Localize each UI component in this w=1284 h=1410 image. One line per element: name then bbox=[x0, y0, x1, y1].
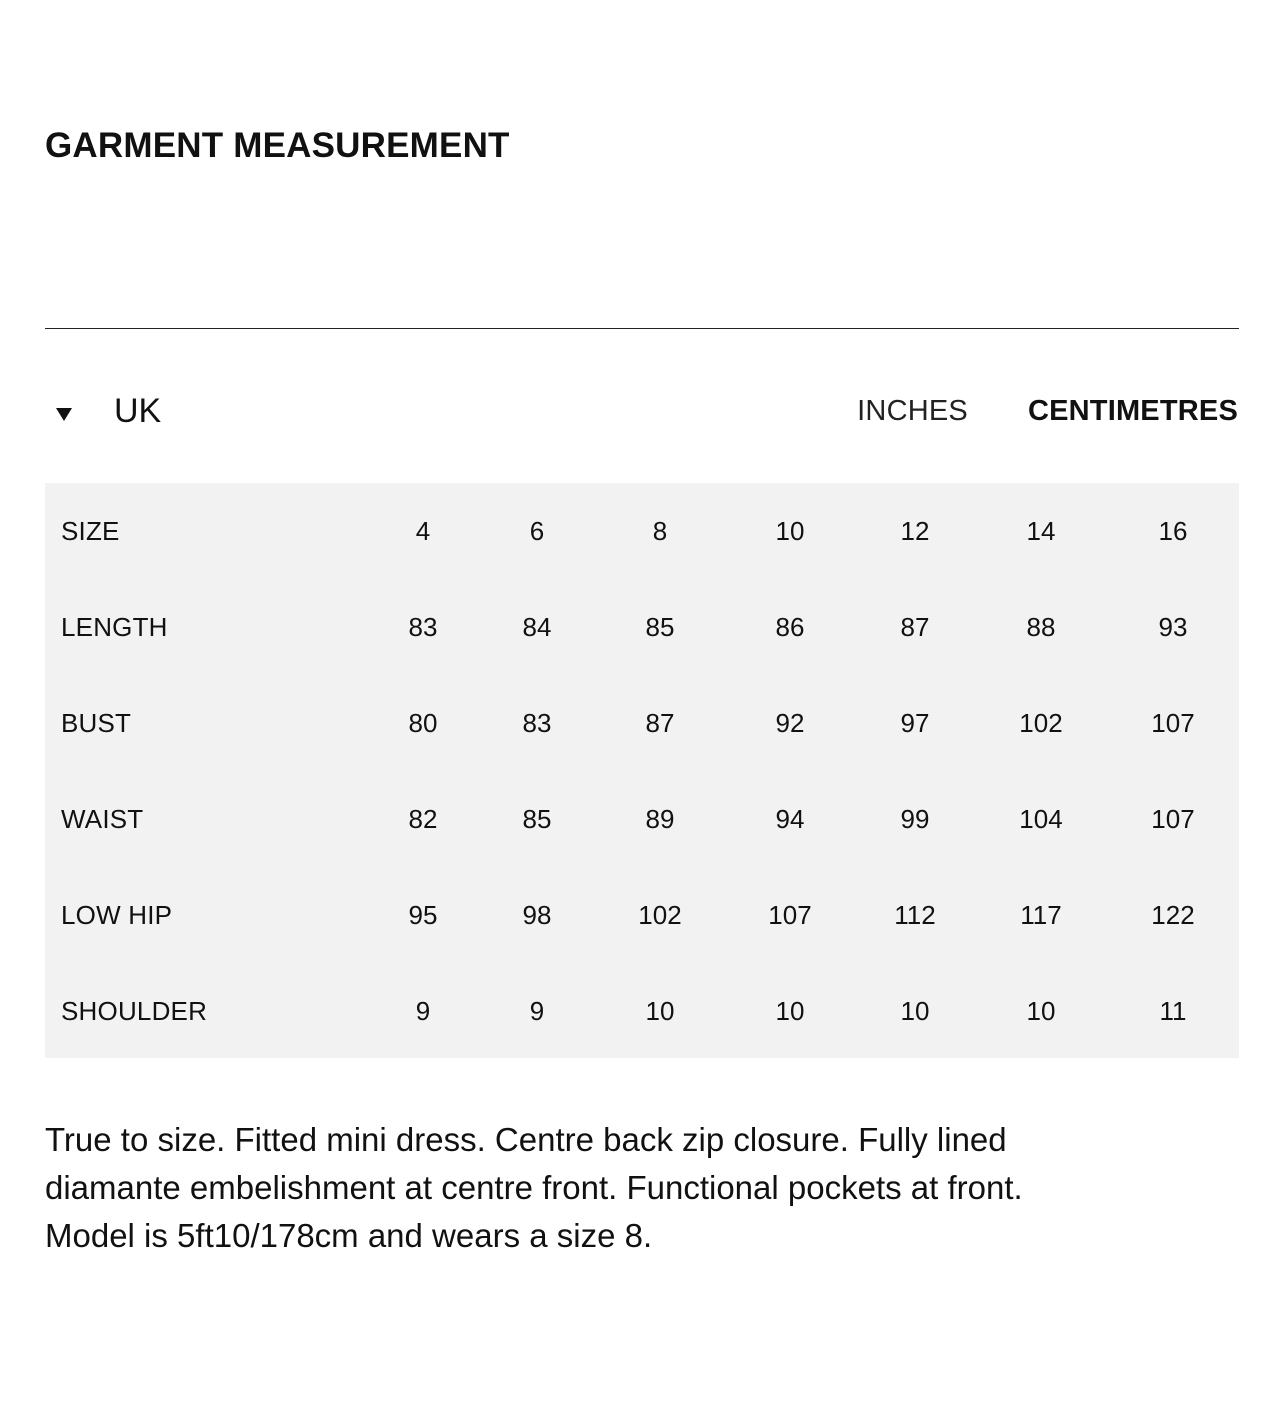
table-cell: 104 bbox=[1019, 803, 1063, 834]
table-cell: 11 bbox=[1159, 995, 1187, 1026]
table-cell: 107 bbox=[1151, 707, 1195, 738]
table-cell: 83 bbox=[522, 707, 552, 738]
caret-down-icon bbox=[56, 408, 72, 421]
table-cell: 98 bbox=[522, 899, 552, 930]
table-cell: 9 bbox=[415, 995, 431, 1026]
table-cell: 95 bbox=[408, 899, 438, 930]
table-cell: 16 bbox=[1158, 515, 1188, 546]
row-label: SIZE bbox=[61, 515, 120, 546]
row-label: BUST bbox=[61, 707, 132, 738]
table-cell: 107 bbox=[1151, 803, 1195, 834]
table-cell: 10 bbox=[645, 995, 675, 1026]
table-cell: 9 bbox=[529, 995, 545, 1026]
table-cell: 92 bbox=[775, 707, 805, 738]
unit-inches-button[interactable]: INCHES bbox=[857, 395, 968, 427]
unit-centimetres-button[interactable]: CENTIMETRES bbox=[1027, 395, 1238, 427]
table-row bbox=[45, 483, 1239, 579]
table-cell: 10 bbox=[775, 515, 805, 546]
table-cell: 97 bbox=[900, 707, 930, 738]
table-cell: 122 bbox=[1151, 899, 1195, 930]
table-cell: 88 bbox=[1026, 611, 1056, 642]
region-dropdown[interactable] bbox=[56, 388, 161, 434]
table-cell: 84 bbox=[522, 611, 552, 642]
table-cell: 87 bbox=[645, 707, 675, 738]
table-row bbox=[45, 579, 1239, 675]
unit-toggle bbox=[857, 388, 1238, 434]
row-label: LENGTH bbox=[61, 611, 168, 642]
table-cell: 85 bbox=[522, 803, 552, 834]
table-cell: 8 bbox=[652, 515, 668, 546]
row-label: LOW HIP bbox=[61, 899, 173, 930]
table-cell: 112 bbox=[894, 899, 936, 930]
table-cell: 10 bbox=[775, 995, 805, 1026]
table-cell: 117 bbox=[1020, 899, 1062, 930]
table-cell: 102 bbox=[1019, 707, 1063, 738]
region-label: UK bbox=[114, 392, 162, 430]
row-label: WAIST bbox=[61, 803, 144, 834]
section-divider bbox=[45, 328, 1239, 329]
table-cell: 107 bbox=[768, 899, 812, 930]
table-row bbox=[45, 867, 1239, 963]
table-cell: 89 bbox=[645, 803, 675, 834]
table-cell: 94 bbox=[775, 803, 805, 834]
table-cell: 85 bbox=[645, 611, 675, 642]
table-cell: 83 bbox=[408, 611, 438, 642]
row-label: SHOULDER bbox=[61, 995, 208, 1026]
table-cell: 80 bbox=[408, 707, 438, 738]
table-row bbox=[45, 675, 1239, 771]
table-cell: 86 bbox=[775, 611, 805, 642]
size-chart-body bbox=[45, 483, 1239, 1059]
size-chart-table bbox=[45, 483, 1239, 1058]
table-cell: 102 bbox=[638, 899, 682, 930]
table-cell: 93 bbox=[1158, 611, 1188, 642]
table-cell: 87 bbox=[900, 611, 930, 642]
product-description: True to size. Fitted mini dress. Centre back zip closure. Fully lined diamante embelishment at centre front. Functional pockets at front. Model is 5ft10/178cm and wears a size 8. bbox=[45, 1121, 1023, 1254]
table-cell: 10 bbox=[1026, 995, 1056, 1026]
table-cell: 12 bbox=[900, 515, 930, 546]
table-cell: 82 bbox=[408, 803, 438, 834]
table-cell: 14 bbox=[1026, 515, 1056, 546]
table-row bbox=[45, 963, 1239, 1059]
table-cell: 4 bbox=[415, 515, 431, 546]
page-title: GARMENT MEASUREMENT bbox=[45, 126, 510, 165]
table-row bbox=[45, 771, 1239, 867]
table-cell: 99 bbox=[900, 803, 930, 834]
table-cell: 10 bbox=[900, 995, 930, 1026]
table-cell: 6 bbox=[529, 515, 545, 546]
